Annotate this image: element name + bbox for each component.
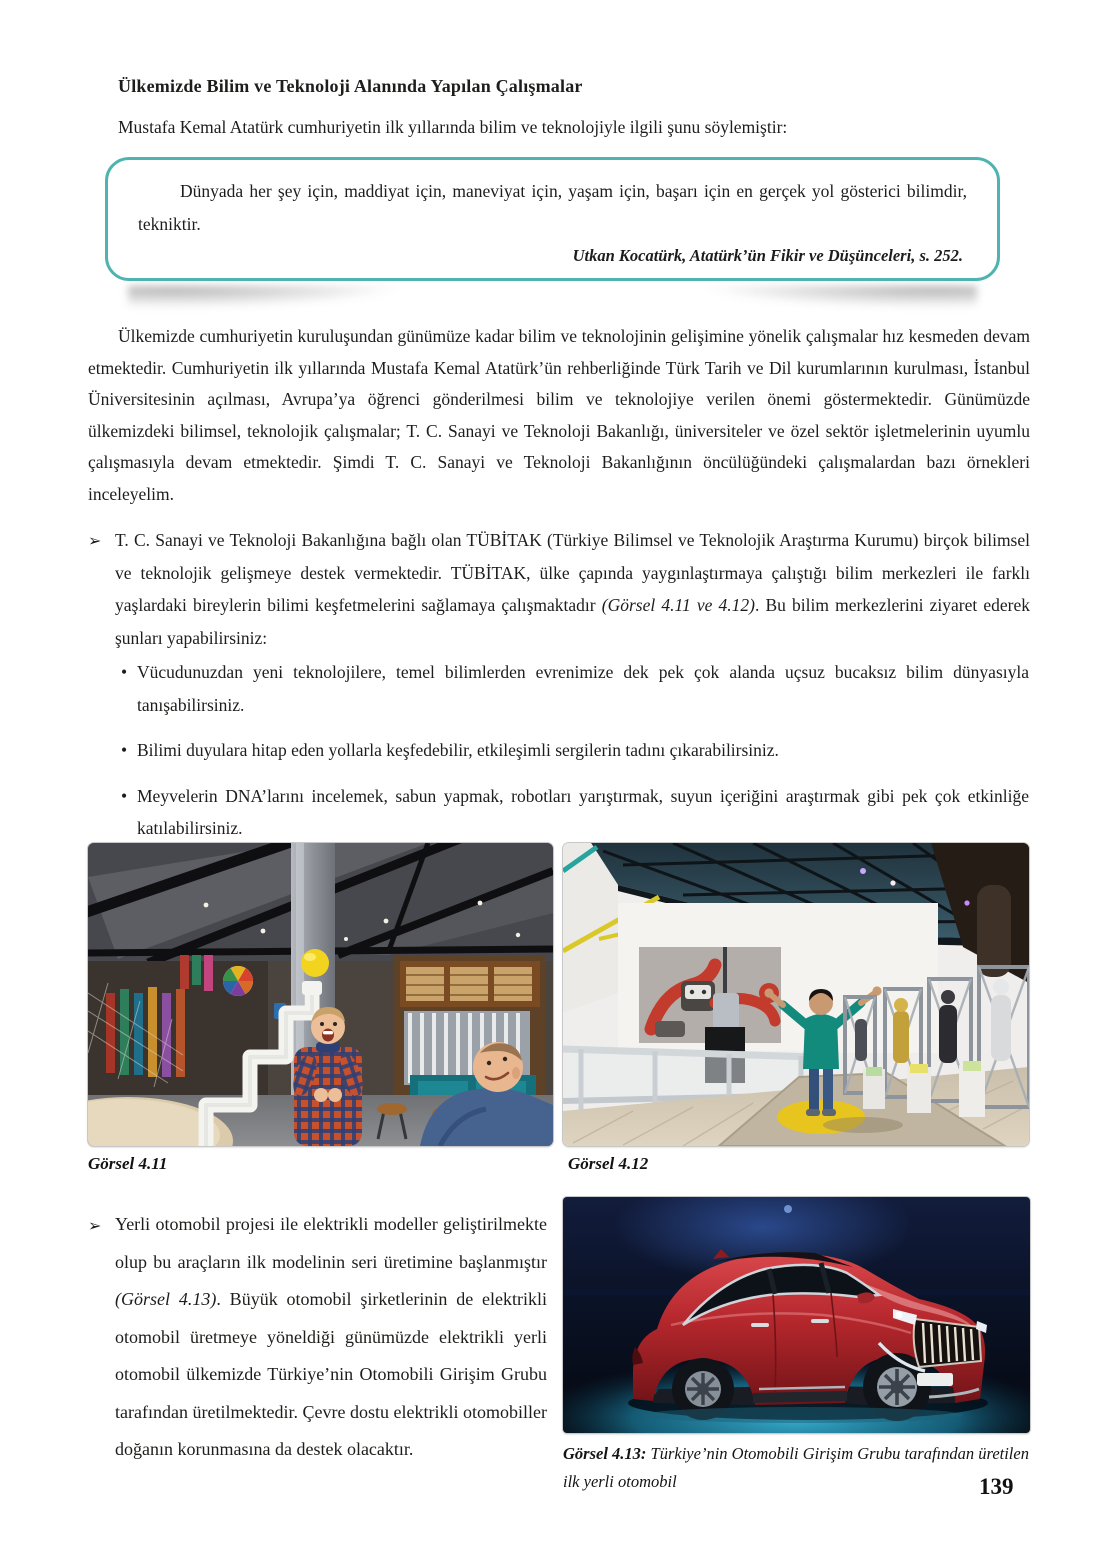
page-title: Ülkemizde Bilim ve Teknoloji Alanında Yapılan Çalışmalar (118, 76, 583, 96)
bullet-text: Meyvelerin DNA’larını incelemek, sabun yapmak, robotları yarıştırmak, suyun içeriğini araştırmak gibi pek çok etkinliğe katılabilirsiniz. (137, 785, 1029, 838)
caption-label: Görsel 4.13: (563, 1444, 647, 1463)
item2-figure-ref: (Görsel 4.13) (115, 1289, 217, 1309)
dot-bullet-icon: • (121, 740, 128, 760)
bullet-list (121, 656, 1029, 858)
togg-car-photo (563, 1197, 1030, 1433)
list-item-text (115, 1206, 547, 1469)
science-center-photo-2 (563, 843, 1029, 1146)
dot-bullet-icon: • (121, 662, 128, 682)
list-item (121, 656, 1029, 721)
science-center-photo-1 (88, 843, 553, 1146)
caption-gorsel-4-13 (563, 1440, 1030, 1495)
caption-text: Türkiye’nin Otomobili Girişim Grubu tarafından üretilen ilk yerli otomobil (563, 1444, 1029, 1491)
science-center-illustration-2 (563, 843, 1029, 1146)
bullet-text: Vücudunuzdan yeni teknolojilere, temel bilimlerden evrenimize dek pek çok alanda uçsuz bucaksız bilim dünyasıyla tanışabilirsiniz. (137, 662, 1029, 715)
item1-figure-ref: (Görsel 4.11 ve 4.12) (601, 595, 755, 615)
list-item (121, 780, 1029, 845)
item1-text-pre: T. C. Sanayi ve Teknoloji Bakanlığına bağlı olan TÜBİTAK (Türkiye Bilimsel ve Teknolojik Araştırma Kurumu) birçok bilimsel ve teknolojik gelişmeye destek vermektedir. TÜBİTAK, ülke çapında yaygınlaştırmaya çalıştığı bilim merkezleri ile farklı yaşlardaki bireylerin bilimi keşfetmelerini sağlamaya çalışmaktadır (115, 530, 1030, 615)
item2-text-pre: Yerli otomobil projesi ile elektrikli modeller geliştirilmekte olup bu araçların ilk modelinin seri üretimine başlanmıştır (115, 1214, 547, 1272)
quote-box-shadow (128, 286, 977, 320)
quote-attribution: Utkan Kocatürk, Atatürk’ün Fikir ve Düşünceleri, s. 252. (572, 246, 963, 265)
body-paragraph: Ülkemizde cumhuriyetin kuruluşundan günümüze kadar bilim ve teknolojinin gelişimine yönelik çalışmalar hız kesmeden devam etmektedir. Cumhuriyetin ilk yıllarında Mustafa Kemal Atatürk’ün rehberliğinde Türk Tarih ve Dil kurumlarının kurulması, İstanbul Üniversitesinin açılması, Avrupa’ya öğrenci gönderilmesi bilim ve teknolojiye verilen önemi göstermektedir. Günümüzde ülkemizdeki bilimsel, teknolojik çalışmalar; T. C. Sanayi ve Teknoloji Bakanlığı, üniversiteler ve özel sektör işletmelerinin uyumlu çalışmasıyla devam etmektedir. Şimdi T. C. Sanayi ve Teknoloji Bakanlığının öncülüğündeki çalışmalardan bazı örnekleri inceleyelim. (88, 326, 1030, 504)
science-center-illustration-1 (88, 843, 553, 1146)
dot-bullet-icon: • (121, 785, 128, 806)
list-item-tubitak (88, 524, 1030, 654)
caption-gorsel-4-12: Görsel 4.12 (568, 1154, 649, 1173)
caption-gorsel-4-11: Görsel 4.11 (88, 1154, 168, 1173)
arrow-bullet-icon: ➢ (88, 531, 102, 550)
item1-text-post: . Bu bilim merkezlerini ziyaret ederek şunları yapabilirsiniz: (115, 595, 1031, 648)
page-number: 139 (979, 1474, 1014, 1499)
list-item-text (115, 524, 1030, 654)
quote-box (105, 157, 1000, 281)
arrow-bullet-icon: ➢ (88, 1216, 102, 1235)
item2-text-post: . Büyük otomobil şirketlerinin de elektrikli otomobil üretmeye yöneldiği günümüzde elektrikli yerli otomobil ülkemizde Türkiye’nin Otomobili Girişim Grubu tarafından üretilmektedir. Çevre dostu elektrikli otomobiller doğanın korunmasına da destek olacaktır. (115, 1289, 548, 1459)
quote-text: Dünyada her şey için, maddiyat için, maneviyat için, yaşam için, başarı için en gerçek yol gösterici bilimdir, tekniktir. (138, 181, 967, 234)
list-item (121, 734, 1029, 767)
list-item-yerli-otomobil (88, 1206, 547, 1469)
intro-sentence: Mustafa Kemal Atatürk cumhuriyetin ilk yıllarında bilim ve teknolojiyle ilgili şunu söylemiştir: (118, 117, 788, 137)
togg-car-illustration (563, 1197, 1030, 1433)
bullet-text: Bilimi duyulara hitap eden yollarla keşfedebilir, etkileşimli sergilerin tadını çıkarabilirsiniz. (137, 740, 779, 760)
